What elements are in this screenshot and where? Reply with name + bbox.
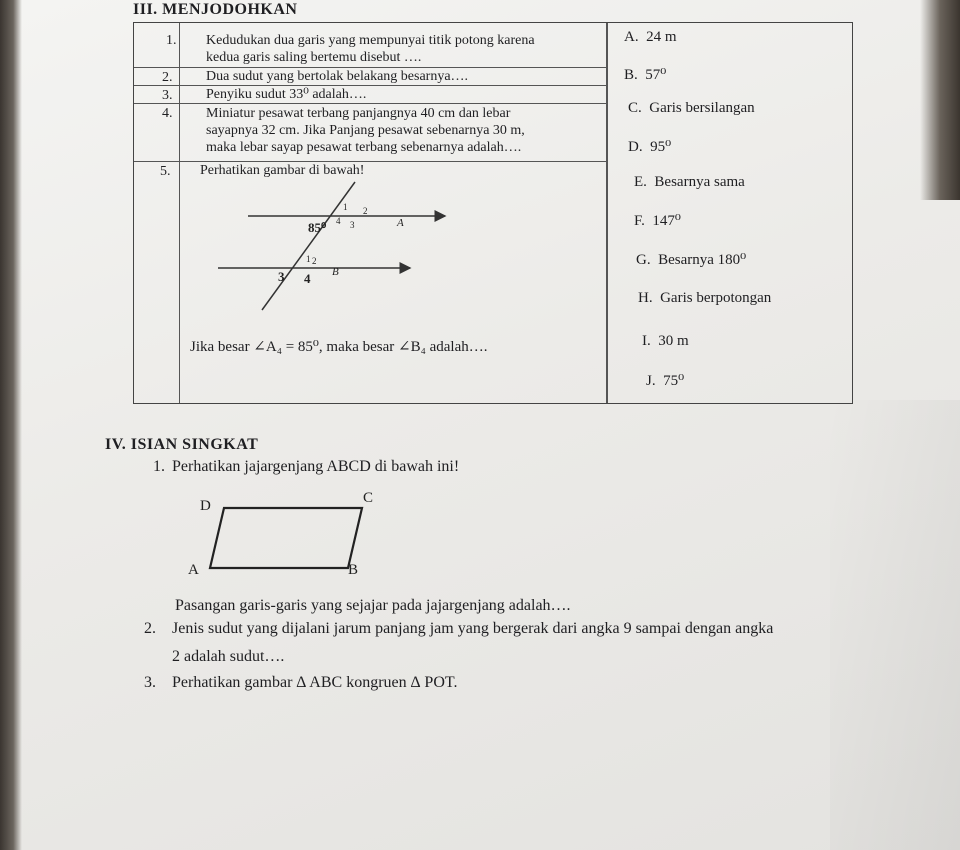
- s4-q1-number: 1.: [153, 458, 165, 475]
- q2-number: 2.: [162, 70, 173, 85]
- q1-text-line1: Kedudukan dua garis yang mempunyai titik potong karena: [206, 33, 535, 48]
- s4-q3-number: 3.: [144, 674, 156, 691]
- q3-text: Penyiku sudut 33⁰ adalah….: [206, 87, 367, 102]
- b-angle-4: 4: [304, 271, 311, 286]
- q1-text-line2: kedua garis saling bertemu disebut ….: [206, 50, 422, 65]
- option-b: B. 57⁰: [624, 67, 667, 83]
- b-angle-1: 1: [306, 254, 311, 264]
- option-f: F. 147⁰: [634, 213, 681, 229]
- a-angle-4: 4: [336, 216, 341, 226]
- b-angle-2: 2: [312, 256, 317, 266]
- vertex-c: C: [363, 490, 374, 506]
- option-d: D. 95⁰: [628, 139, 672, 155]
- q4-number: 4.: [162, 106, 173, 121]
- a-angle-2: 2: [363, 206, 368, 216]
- transversal-line: [262, 182, 355, 310]
- line-b-label: B: [332, 266, 339, 278]
- desk-edge-right: [920, 0, 960, 200]
- q4-text-line1: Miniatur pesawat terbang panjangnya 40 cm dan lebar: [206, 106, 511, 121]
- b-angle-3: 3: [278, 269, 285, 284]
- q5-prompt: Jika besar ∠A₄ = 85⁰, maka besar ∠B₄ adalah….: [190, 339, 488, 355]
- parallelogram-abcd-figure: [180, 486, 380, 586]
- paper-fold-shadow: [830, 400, 960, 850]
- vertex-d: D: [200, 498, 211, 514]
- desk-edge-left: [0, 0, 22, 850]
- q1-number: 1.: [166, 33, 177, 48]
- line-a-label: A: [397, 217, 404, 229]
- s4-q2-line1: Jenis sudut yang dijalani jarum panjang jam yang bergerak dari angka 9 sampai dengan angka: [172, 620, 774, 637]
- q4-text-line3: maka lebar sayap pesawat terbang sebenarnya adalah….: [206, 140, 522, 155]
- q2-text: Dua sudut yang bertolak belakang besarnya….: [206, 69, 469, 84]
- q5-parallel-lines-figure: [200, 180, 460, 320]
- option-c: C. Garis bersilangan: [628, 100, 755, 116]
- option-h: H. Garis berpotongan: [638, 290, 772, 306]
- option-i: I. 30 m: [642, 333, 689, 349]
- s4-q1-prompt: Pasangan garis-garis yang sejajar pada jajargenjang adalah….: [175, 597, 571, 614]
- q4-text-line2: sayapnya 32 cm. Jika Panjang pesawat sebenarnya 30 m,: [206, 123, 525, 138]
- option-a: A. 24 m: [624, 29, 677, 45]
- angle-85-label: 85⁰: [308, 220, 327, 235]
- q5-left-column: [179, 183, 180, 403]
- section-4-title: IV. ISIAN SINGKAT: [105, 436, 259, 453]
- option-g: G. Besarnya 180⁰: [636, 252, 747, 268]
- parallelogram-shape: [210, 508, 362, 568]
- a-angle-1: 1: [343, 202, 348, 212]
- option-e: E. Besarnya sama: [634, 174, 745, 190]
- a-angle-3: 3: [350, 220, 355, 230]
- section-3-title: III. MENJODOHKAN: [133, 1, 298, 18]
- s4-q2-number: 2.: [144, 620, 156, 637]
- s4-q1-text: Perhatikan jajargenjang ABCD di bawah ini!: [172, 458, 460, 475]
- s4-q2-line2: 2 adalah sudut….: [172, 648, 285, 665]
- vertex-a: A: [188, 562, 199, 578]
- s4-q3-text: Perhatikan gambar ∆ ABC kongruen ∆ POT.: [172, 674, 458, 691]
- option-j: J. 75⁰: [646, 373, 685, 389]
- q5-text: Perhatikan gambar di bawah!: [200, 163, 365, 178]
- vertex-b: B: [348, 562, 359, 578]
- q3-number: 3.: [162, 88, 173, 103]
- q5-number: 5.: [160, 164, 171, 179]
